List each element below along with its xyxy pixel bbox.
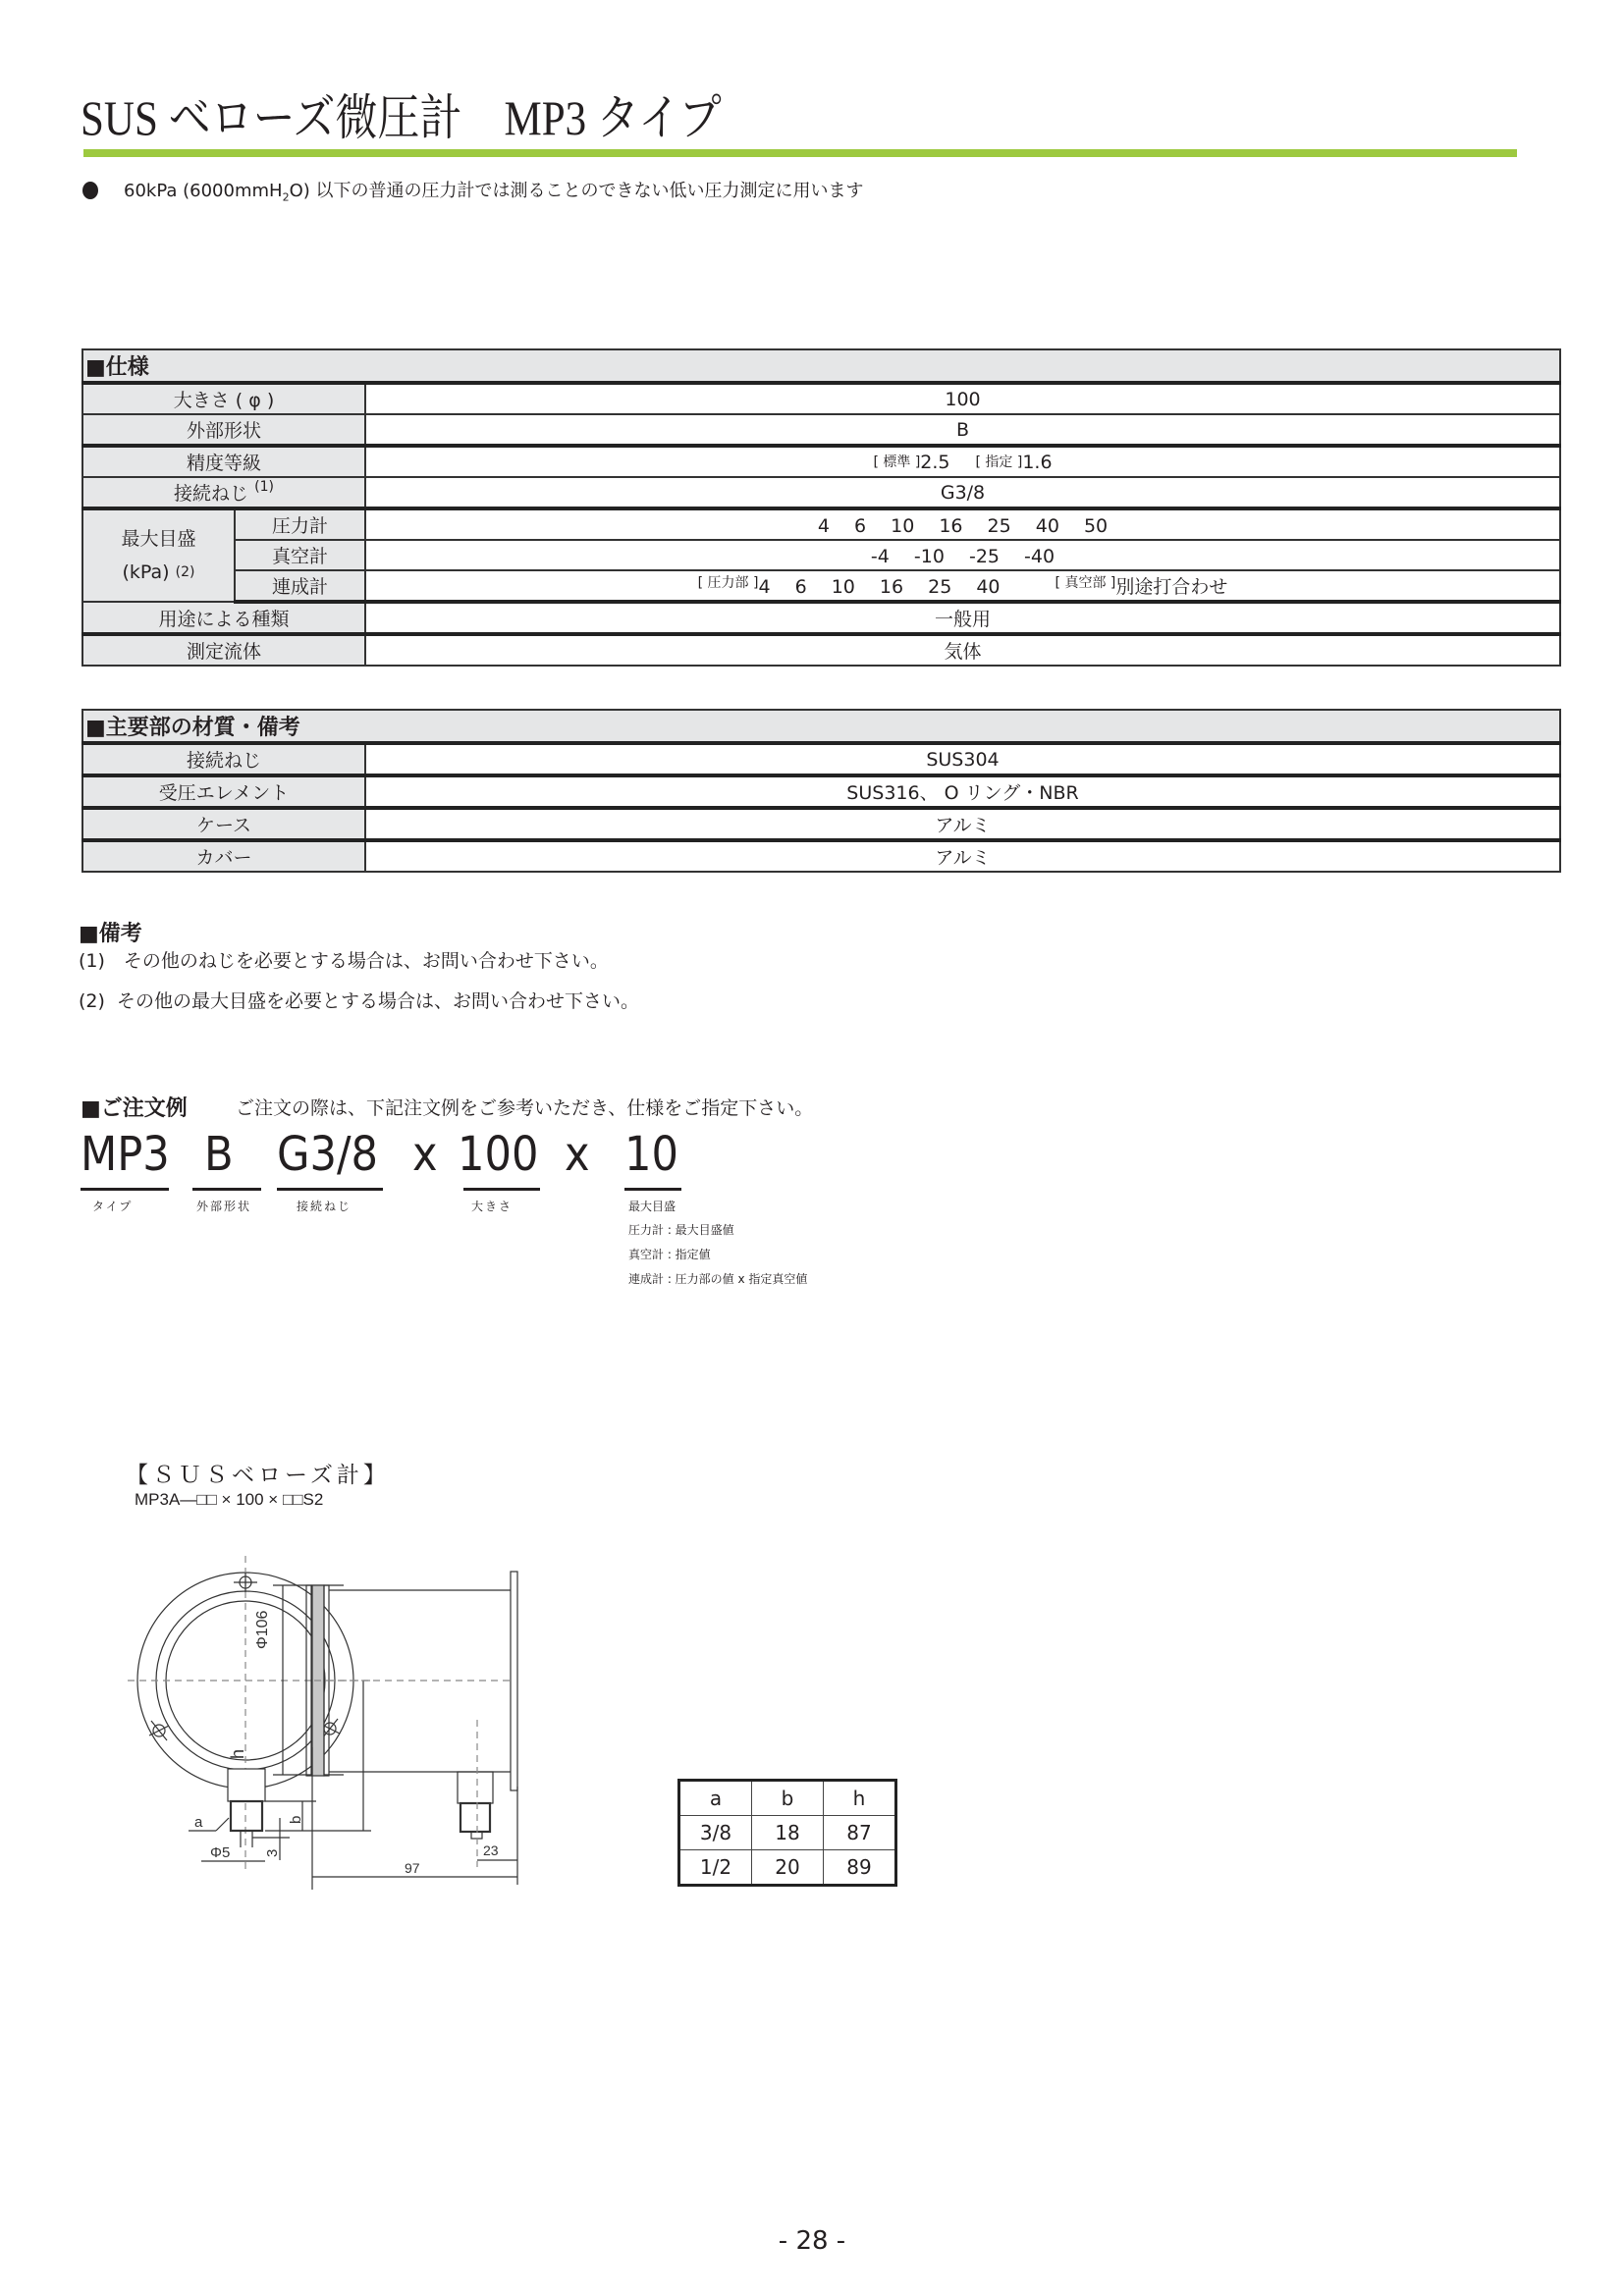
order-code-scale: 10	[624, 1127, 678, 1182]
dim-h: h	[228, 1748, 247, 1759]
spec-label-thread: 接続ねじ $^{(1)}$	[82, 477, 365, 508]
material-label-case: ケース	[82, 808, 365, 840]
spec-heading: ■仕様	[82, 349, 1560, 383]
drawing-model: MP3A―□□ × 100 × □□S2	[135, 1490, 324, 1509]
bullet-icon	[82, 182, 98, 199]
dim-phi5: Φ5	[210, 1844, 231, 1861]
order-code-type: MP3	[81, 1127, 170, 1182]
spec-label-usage: 用途による種類	[82, 602, 365, 634]
note-1: (1) その他のねじを必要とする場合は、お問い合わせ下さい。	[79, 950, 609, 972]
table-row	[679, 1850, 896, 1886]
order-label-type: タイプ	[92, 1200, 134, 1213]
spec-label-compound: 連成計	[235, 570, 365, 602]
dim-cell: 87	[824, 1816, 896, 1850]
order-separator: x	[412, 1127, 438, 1182]
dim-phi106: Φ106	[254, 1610, 271, 1649]
drawing-title: 【ＳＵＳベローズ計】	[126, 1463, 390, 1488]
page-title: SUS ベローズ微圧計 MP3 タイプ	[81, 90, 722, 145]
material-table	[81, 709, 1561, 873]
order-label-shape: 外部形状	[196, 1200, 252, 1213]
page-number: - 28 -	[778, 2226, 846, 2256]
dim-97: 97	[405, 1860, 420, 1876]
spec-label-max-scale: 最大目盛 (kPa) $^{(2)}$	[82, 508, 235, 602]
dim-cell: 3/8	[679, 1816, 752, 1850]
order-label-scale: 最大目盛	[628, 1200, 677, 1213]
spec-value-vacuum: -4 -10 -25 -40	[365, 540, 1560, 570]
dim-cell: 20	[752, 1850, 824, 1886]
dim-a: a	[194, 1814, 203, 1831]
spec-value-usage: 一般用	[365, 602, 1560, 634]
dim-header-h: h	[824, 1781, 896, 1816]
table-row	[679, 1816, 896, 1850]
underline	[81, 1188, 169, 1191]
spec-value-fluid: 気体	[365, 634, 1560, 666]
notes-heading: ■備考	[79, 922, 142, 946]
underline	[192, 1188, 261, 1191]
spec-value-size: 100	[365, 383, 1560, 414]
order-code-shape: B	[204, 1127, 234, 1182]
dim-cell: 89	[824, 1850, 896, 1886]
gauge-drawing	[118, 1551, 628, 1914]
accent-bar	[83, 149, 1517, 157]
spec-value-thread: G3/8	[365, 477, 1560, 508]
order-separator: x	[565, 1127, 590, 1182]
order-subtitle: ご注文の際は、下記注文例をご参考いただき、仕様をご指定下さい。	[236, 1097, 814, 1119]
order-code-thread: G3/8	[277, 1127, 378, 1182]
spec-label-shape: 外部形状	[82, 414, 365, 446]
intro-text: 60kPa (6000mmH$_2$O) 以下の普通の圧力計では測ることのできない低い圧力測定に用います	[124, 181, 864, 204]
underline	[277, 1188, 383, 1191]
spec-label-accuracy: 精度等級	[82, 446, 365, 477]
material-heading: ■主要部の材質・備考	[82, 710, 1560, 743]
note-2: (2) その他の最大目盛を必要とする場合は、お問い合わせ下さい。	[79, 990, 639, 1012]
material-label-thread: 接続ねじ	[82, 743, 365, 775]
scale-note-compound: 連成計 : 圧力部の値 x 指定真空値	[628, 1272, 808, 1286]
material-value-case: アルミ	[365, 808, 1560, 840]
spec-label-fluid: 測定流体	[82, 634, 365, 666]
underline	[463, 1188, 540, 1191]
scale-note-pressure: 圧力計 : 最大目盛値	[628, 1223, 734, 1237]
dim-b: b	[288, 1815, 304, 1824]
spec-label-size: 大きさ ( φ )	[82, 383, 365, 414]
material-label-element: 受圧エレメント	[82, 775, 365, 808]
dimension-table	[677, 1779, 897, 1887]
underline	[624, 1188, 681, 1191]
material-label-cover: カバー	[82, 840, 365, 872]
dim-3: 3	[264, 1848, 281, 1857]
spec-value-compound: [ 圧力部 ]4 6 10 16 25 40 [ 真空部 ]別途打合わせ	[365, 570, 1560, 602]
material-value-element: SUS316、 O リング・NBR	[365, 775, 1560, 808]
material-value-cover: アルミ	[365, 840, 1560, 872]
dim-cell: 1/2	[679, 1850, 752, 1886]
order-label-thread: 接続ねじ	[297, 1200, 352, 1213]
spec-label-vacuum: 真空計	[235, 540, 365, 570]
dim-header-b: b	[752, 1781, 824, 1816]
spec-table	[81, 348, 1561, 667]
spec-value-pressure: 4 6 10 16 25 40 50	[365, 508, 1560, 540]
order-heading: ■ご注文例	[81, 1096, 188, 1121]
spec-value-shape: B	[365, 414, 1560, 446]
dim-cell: 18	[752, 1816, 824, 1850]
dim-23: 23	[483, 1842, 499, 1858]
dim-header-a: a	[679, 1781, 752, 1816]
material-value-thread: SUS304	[365, 743, 1560, 775]
intro-line	[82, 177, 863, 204]
spec-label-pressure: 圧力計	[235, 508, 365, 540]
order-code-size: 100	[458, 1127, 539, 1182]
order-label-size: 大きさ	[471, 1200, 514, 1213]
spec-value-accuracy: [ 標準 ]2.5 [ 指定 ]1.6	[365, 446, 1560, 477]
scale-note-vacuum: 真空計 : 指定値	[628, 1248, 711, 1261]
